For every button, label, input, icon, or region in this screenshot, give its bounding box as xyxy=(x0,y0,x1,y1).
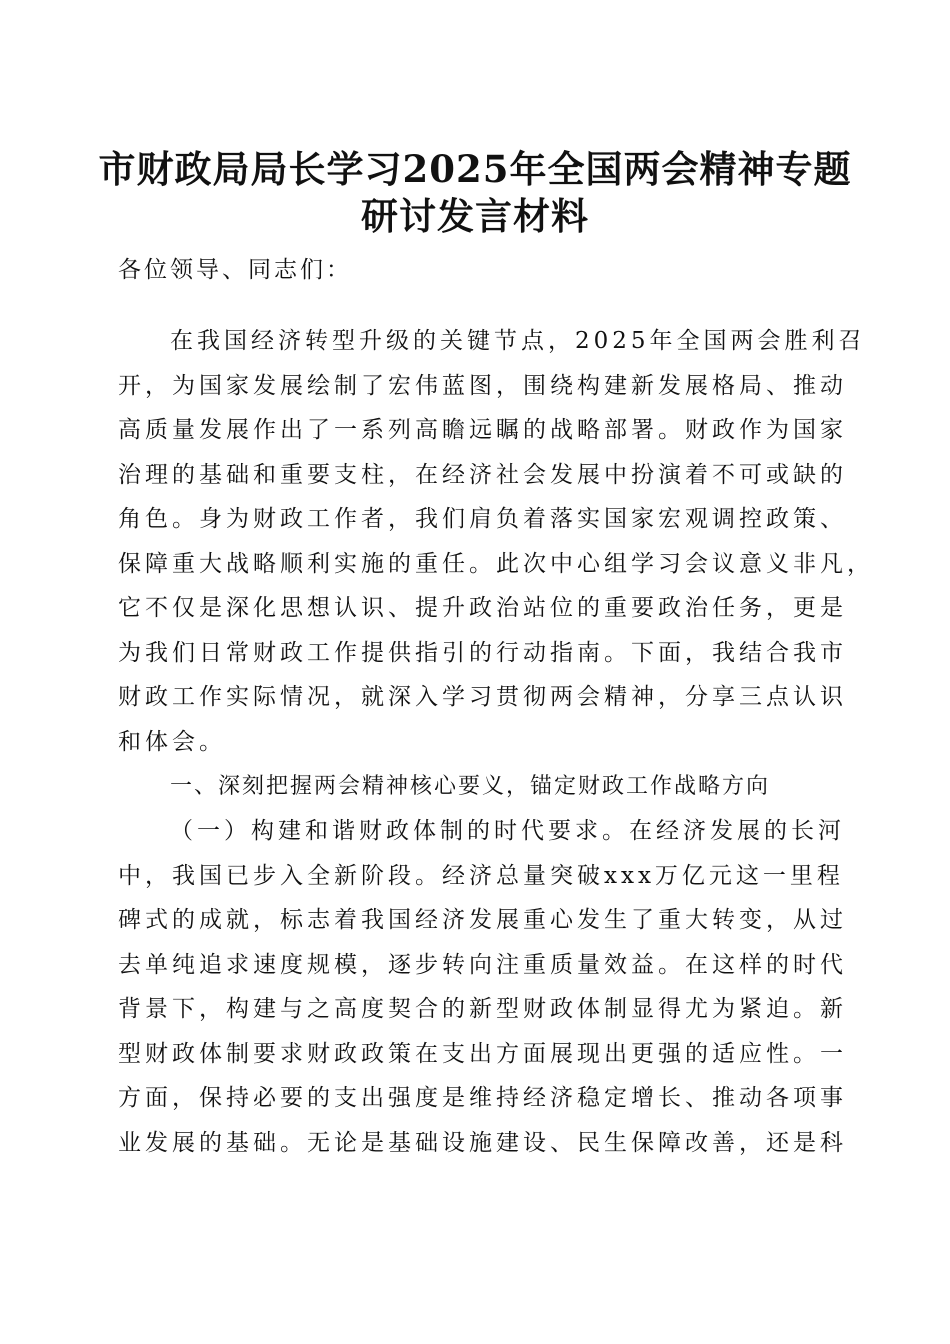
paragraph-line: 去单纯追求速度规模，逐步转向注重质量效益。在这样的时代 xyxy=(118,952,847,978)
paragraph-line: （一）构建和谐财政体制的时代要求。在经济发展的长河 xyxy=(170,818,845,844)
paragraph-line: 和体会。 xyxy=(118,729,226,755)
document-title-line-2: 研讨发言材料 xyxy=(361,194,589,238)
paragraph-line: 碑式的成就，标志着我国经济发展重心发生了重大转变，从过 xyxy=(118,907,847,933)
paragraph-line: 开，为国家发展绘制了宏伟蓝图，围绕构建新发展格局、推动 xyxy=(118,373,847,399)
paragraph-line: 它不仅是深化思想认识、提升政治站位的重要政治任务，更是 xyxy=(118,595,847,621)
paragraph-line: 角色。身为财政工作者，我们肩负着落实国家宏观调控政策、 xyxy=(118,506,847,532)
document-title-line-1: 市财政局局长学习2025年全国两会精神专题 xyxy=(98,147,852,191)
paragraph-line: 中，我国已步入全新阶段。经济总量突破xxx万亿元这一里程 xyxy=(118,863,844,889)
paragraph-line: 为我们日常财政工作提供指引的行动指南。下面，我结合我市 xyxy=(118,640,847,666)
paragraph-line: 背景下，构建与之高度契合的新型财政体制显得尤为紧迫。新 xyxy=(118,996,847,1022)
paragraph-line: 业发展的基础。无论是基础设施建设、民生保障改善，还是科 xyxy=(118,1130,847,1156)
paragraph-line: 在我国经济转型升级的关键节点，2025年全国两会胜利召 xyxy=(170,328,866,354)
paragraph-line: 方面，保持必要的支出强度是维持经济稳定增长、推动各项事 xyxy=(118,1085,847,1111)
section-heading: 一、深刻把握两会精神核心要义，锚定财政工作战略方向 xyxy=(170,774,771,799)
paragraph-line: 保障重大战略顺利实施的重任。此次中心组学习会议意义非凡， xyxy=(118,551,874,577)
paragraph-line: 财政工作实际情况，就深入学习贯彻两会精神，分享三点认识 xyxy=(118,684,847,710)
paragraph-line: 型财政体制要求财政政策在支出方面展现出更强的适应性。一 xyxy=(118,1041,847,1067)
paragraph-line: 治理的基础和重要支柱，在经济社会发展中扮演着不可或缺的 xyxy=(118,462,847,488)
greeting: 各位领导、同志们： xyxy=(118,257,352,283)
paragraph-line: 高质量发展作出了一系列高瞻远瞩的战略部署。财政作为国家 xyxy=(118,417,847,443)
